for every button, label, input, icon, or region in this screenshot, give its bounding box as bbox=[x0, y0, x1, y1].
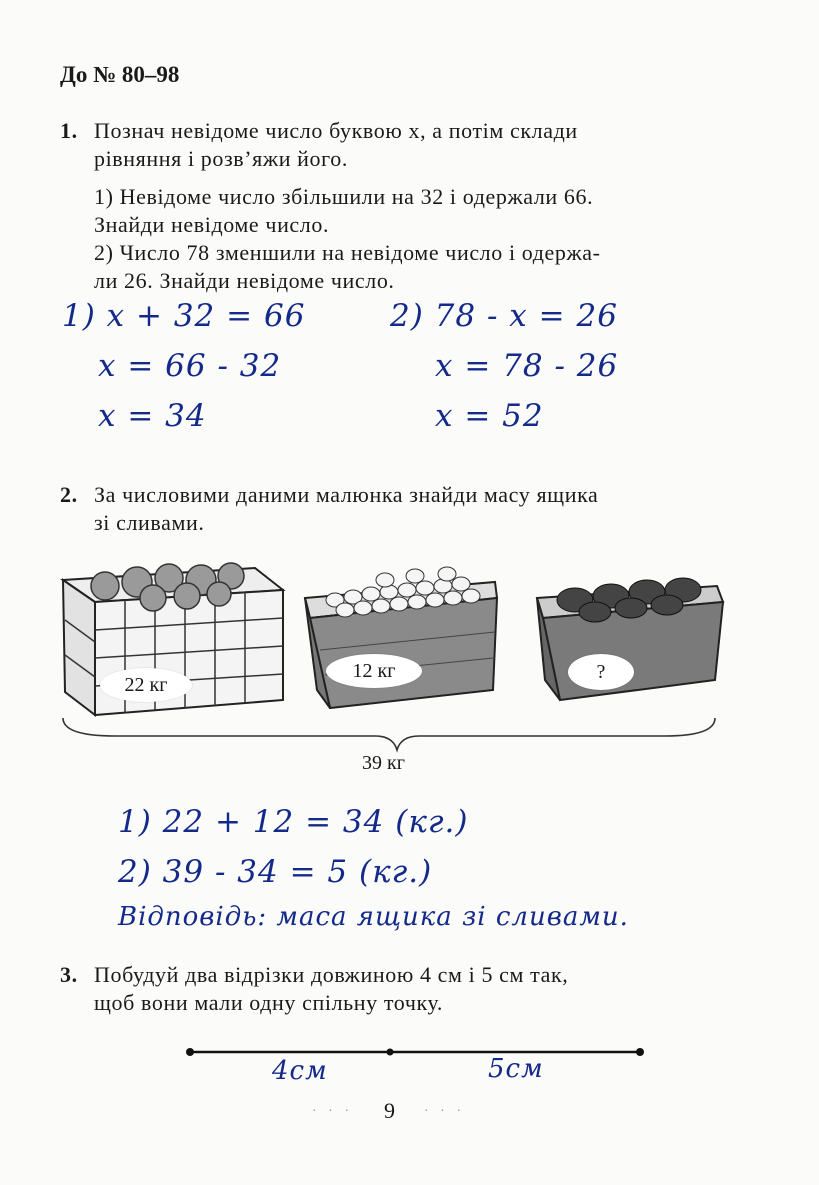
task-1-sub-1-line-2: Знайди невідоме число. bbox=[94, 212, 330, 237]
plum-crate-icon bbox=[537, 578, 723, 700]
brace-icon bbox=[63, 718, 715, 750]
crate-2-mass-label: 12 кг bbox=[326, 654, 422, 688]
task-2-text-line-1: За числовими даними малюнка знайди масу ящика bbox=[94, 482, 599, 507]
segment-2-length-label: 5см bbox=[488, 1054, 544, 1084]
task-1-sub-1-line-1: 1) Невідоме число збільшили на 32 і одержали 66. bbox=[94, 184, 594, 209]
footer-ornament-right: · · · bbox=[424, 1104, 465, 1119]
handwritten-equation-1-line-2: x = 66 - 32 bbox=[98, 348, 282, 384]
page-number: 9 bbox=[384, 1098, 395, 1123]
handwritten-equation-2-line-2: x = 78 - 26 bbox=[435, 348, 619, 384]
section-heading: До № 80–98 bbox=[60, 62, 180, 87]
task-1-number: 1. bbox=[60, 118, 78, 143]
handwritten-equation-1-line-1: 1) x + 32 = 66 bbox=[62, 298, 306, 334]
segment-1-length-label: 4см bbox=[272, 1056, 328, 1086]
handwritten-equation-2-line-3: x = 52 bbox=[435, 398, 544, 434]
footer-ornament-left: · · · bbox=[312, 1104, 353, 1119]
handwritten-equation-1-line-3: x = 34 bbox=[98, 398, 207, 434]
handwritten-answer: Відповідь: маса ящика зі сливами. bbox=[118, 902, 629, 932]
task-2-number: 2. bbox=[60, 482, 78, 507]
handwritten-solution-line-1: 1) 22 + 12 = 34 (кг.) bbox=[118, 804, 469, 840]
handwritten-equation-2-line-1: 2) 78 - x = 26 bbox=[390, 298, 618, 334]
segment-common-point bbox=[387, 1049, 394, 1056]
handwritten-solution-line-2: 2) 39 - 34 = 5 (кг.) bbox=[118, 854, 433, 890]
segment-end-point bbox=[636, 1048, 644, 1056]
task-1-sub-2-line-2: ли 26. Знайди невідоме число. bbox=[94, 268, 395, 293]
task-1-sub-2-line-1: 2) Число 78 зменшили на невідоме число і одержа- bbox=[94, 240, 601, 265]
task-3-text-line-2: щоб вони мали одну спільну точку. bbox=[94, 990, 443, 1015]
task-1-text-line-1: Познач невідоме число буквою x, а потім склади bbox=[94, 118, 578, 143]
total-mass-label: 39 кг bbox=[362, 752, 405, 774]
crate-1-mass-label: 22 кг bbox=[100, 668, 192, 702]
crate-3-mass-label: ? bbox=[568, 654, 634, 690]
segment-start-point bbox=[186, 1048, 194, 1056]
task-2-text-line-2: зі сливами. bbox=[94, 510, 205, 535]
task-3-number: 3. bbox=[60, 962, 78, 987]
task-1-text-line-2: рівняння і розв’яжи його. bbox=[94, 146, 348, 171]
task-3-text-line-1: Побудуй два відрізки довжиною 4 см і 5 см так, bbox=[94, 962, 569, 987]
segments-drawing bbox=[180, 1040, 650, 1064]
vegetable-crate-icon bbox=[305, 567, 497, 708]
